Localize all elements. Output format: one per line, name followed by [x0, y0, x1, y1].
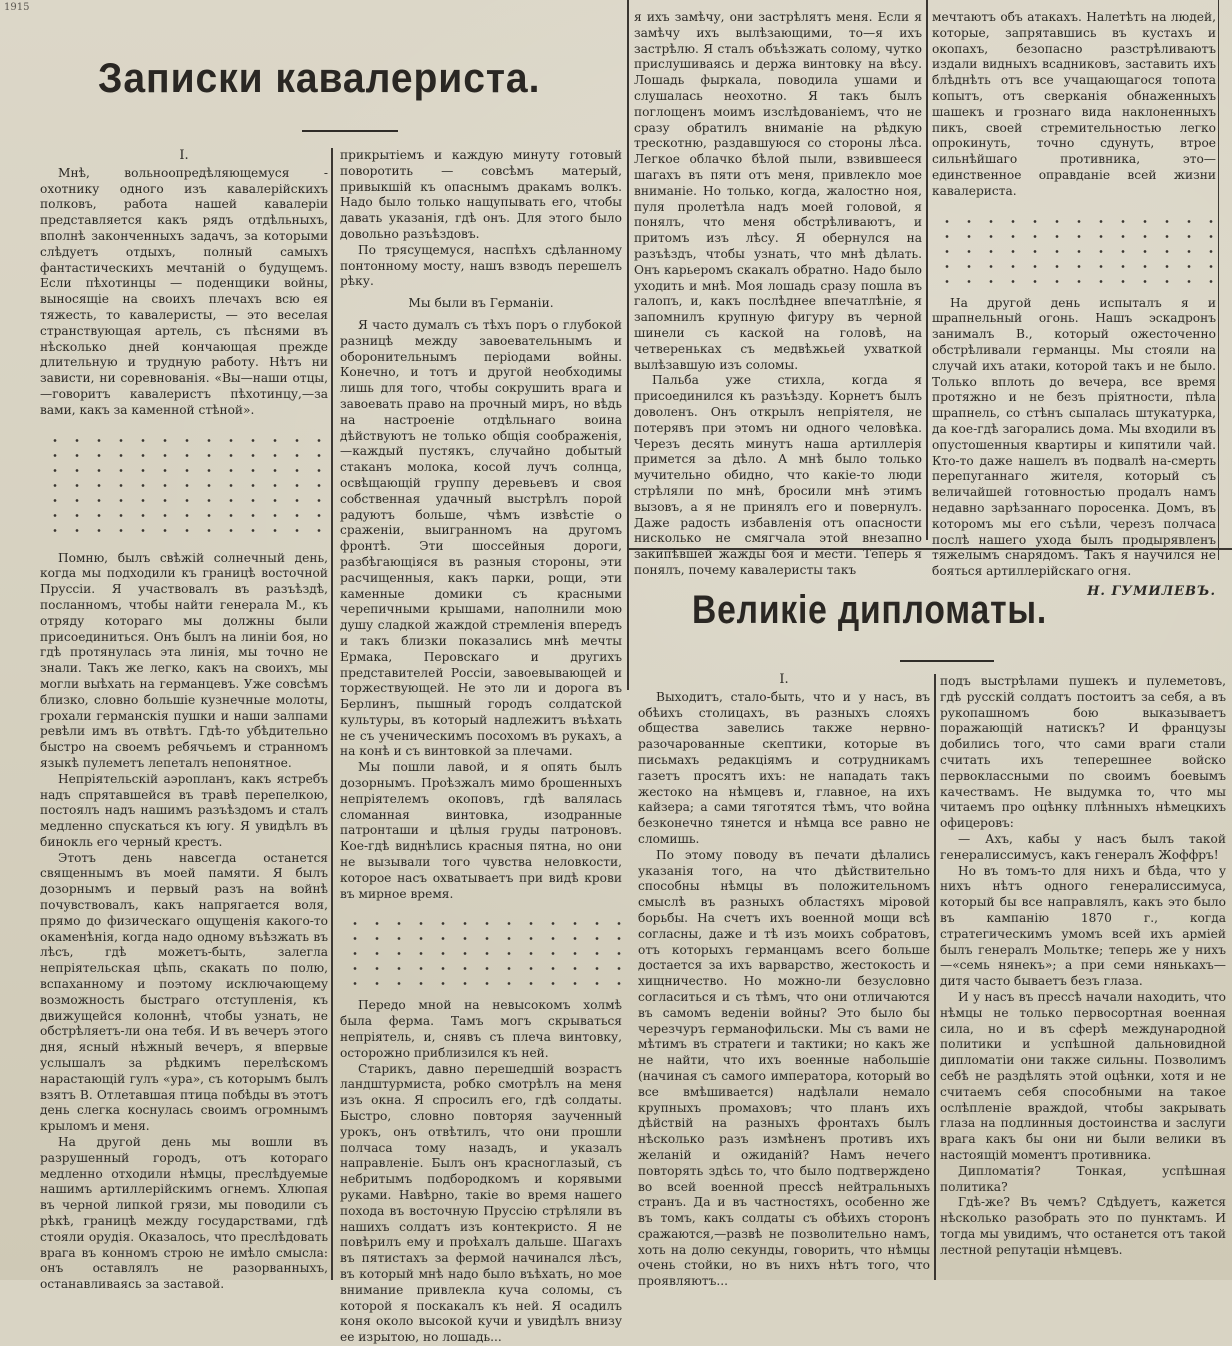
paragraph: Мнѣ, вольноопредѣляющемуся - охотнику одного изъ кавалерійскихъ полковъ, работа нашей кавалеріи представляется какъ рядъ отдѣльныхъ, вполнѣ законченныхъ задачъ, за которыми слѣдуетъ отдыхъ, полный самыхъ фантастическихъ мечтаній о будущемъ. Если пѣхотинцы — поденщики войны, выносящіе на своихъ плечахъ всю ея тяжесть, то кавалеристы, — это веселая странствующая артель, съ пѣснями въ нѣсколько дней кончающая прежде длительную и трудную работу. Нѣтъ ни зависти, ни соревнованія. «Вы—наши отцы,—говоритъ кавалеристъ пѣхотинцу,—за вами, какъ за каменной стѣной».	[40, 165, 328, 417]
paragraph: мечтаютъ объ атакахъ. Налетѣть на людей, которые, запрятавшись въ кустахъ и окопахъ, безопасно разстрѣливаютъ издали видныхъ всадниковъ, заставить ихъ блѣднѣть отъ все учащающагося топота копытъ, отъ сверканія обнаженныхъ шашекъ и грознаго вида наклоненныхъ пикъ, своей стремительностью легко опрокинуть, точно сдунуть, втрое сильнѣйшаго противника, это—единственное оправданіе всей жизни кавалериста.	[932, 10, 1216, 198]
paragraph: На другой день испыталъ я и шрапнельный огонь. Нашъ эскадронъ занималъ В., который ожесточенно обстрѣливали германцы. Мы стояли на случай ихъ атаки, которой такъ и не было. Только вплоть до вечера, все время протяжно и не безъ пріятности, пѣла шрапнель, со стѣнъ сыпалась штукатурка, да кое-гдѣ загорались дома. Мы входили въ опустошенныя квартиры и кипятили чай. Кто-то даже нашелъ въ подвалѣ на-смерть перепуганнаго жителя, который съ величайшей готовностью продалъ намъ недавно зарѣзаннаго поросенка. Домъ, въ которомъ мы его съѣли, черезъ полчаса послѣ нашего ухода былъ продырявленъ тяжелымъ снарядомъ. Такъ я научился не бояться артиллерійскаго огня.	[932, 295, 1216, 579]
author-signature: Н. ГУМИЛЕВЪ.	[1087, 583, 1216, 599]
column-rule-2	[627, 0, 629, 690]
paragraph: Дипломатія? Тонкая, успѣшная политика?	[940, 1163, 1226, 1194]
chapter-number: I.	[779, 672, 789, 687]
article1-column-2	[340, 148, 622, 1346]
paragraph: Мы пошли лавой, и я опять былъ дозорнымъ. Проѣзжалъ мимо брошенныхъ непріятелемъ окоповъ, гдѣ валялась сломанная винтовка, изодранные патронташи и цѣлыя груды патроновъ. Кое-гдѣ виднѣлись красныя пятна, но они не вызывали того чувства неловкости, которое насъ охватываетъ при видѣ крови въ мирное время.	[340, 760, 622, 901]
column-rule-1	[331, 148, 333, 1280]
article2-column-1	[638, 670, 930, 1290]
paragraph: Гдѣ-же? Въ чемъ? Сдѣдуетъ, кажется нѣсколько разобрать это по пунктамъ. И тогда мы увидимъ, что останется отъ такой лестной репутаціи нѣмцевъ.	[940, 1195, 1226, 1257]
article1-column-1	[40, 146, 328, 1293]
paragraph: я ихъ замѣчу, они застрѣлятъ меня. Если я замѣчу ихъ вылѣзающими, то—я ихъ застрѣлю. Я сталъ объѣзжать солому, чутко прислушиваясь и держа винтовку на вѣсу. Лошадь фыркала, поводила ушами и слушалась неохотно. Я такъ былъ поглощенъ моимъ изслѣдованіемъ, что не сразу обратилъ вниманіе на рѣдкую трескотню, раздавшуюся со стороны лѣса. Легкое облачко бѣлой пыли, взвившееся шагахъ въ пяти отъ меня, привлекло мое вниманіе. Но только, когда, жалостно ноя, пуля пролетѣла надъ моей головой, я понялъ, что меня обстрѣливаютъ, и притомъ изъ лѣсу. Я обернулся на разъѣздъ, чтобы узнать, что мнѣ дѣлать. Онъ карьеромъ скакалъ обратно. Надо было уходить и мнѣ. Моя лошадь сразу пошла въ галопъ, и, какъ послѣднее впечатлѣніе, я запомнилъ крупную фигуру въ черной шинели съ каской на головѣ, на четвереньках съ медвѣжьей ухваткой вылѣзавшую изъ соломы.	[634, 10, 922, 372]
paragraph: Старикъ, давно перешедшій возрастъ ландштурмиста, робко смотрѣлъ на меня изъ окна. Я спросилъ его, гдѣ солдаты. Быстро, словно повторяя заученный урокъ, онъ отвѣтилъ, что они прошли полчаса тому назадъ, и указалъ направленіе. Былъ онъ красноглазый, съ небритымъ подбородкомъ и корявыми руками. Навѣрно, такіе во время нашего похода въ восточную Пруссію стрѣляли въ нашихъ солдатъ изъ контекристо. Я не повѣрилъ ему и проѣхалъ дальше. Шагахъ въ пятистахъ за фермой начинался лѣсъ, въ который мнѣ надо было въѣхать, но мое внимание привлекла куча соломы, съ которой я поскакалъ къ ней. Я осадилъ коня около высокой кучи и увидѣлъ внизу ее изрытою, но лошадь...	[340, 1061, 622, 1345]
column-rule-4	[934, 674, 936, 1280]
paragraph: прикрытіемъ и каждую минуту готовый поворотить — совсѣмъ матерый, привыкшій къ опаснымъ дракамъ волкъ. Надо было только нащупывать его, чтобы давать указанія, гдѣ онъ. Для этого было довольно разъѣздовъ.	[340, 148, 622, 241]
paragraph: — Ахъ, кабы у насъ былъ такой генералиссимусъ, какъ генералъ Жоффръ!	[940, 831, 1226, 862]
paragraph: Этотъ день навсегда останется священнымъ въ моей памяти. Я былъ дозорнымъ и первый разъ на войнѣ почувствовалъ, какъ напрягается воля, прямо до физическаго ощущенія какого-то окаменѣнія, когда надо одному въѣзжать въ лѣсъ, гдѣ можетъ-быть, залегла непріятельская цѣпь, скакать по полю, вспаханному и поэтому исключающему возможность быстраго отступленія, къ движущейся колоннѣ, чтобы узнать, не обстрѣляетъ-ли она тебя. И въ вечеръ этого дня, ясный нѣжный вечеръ, я впервые услышалъ за рѣдкимъ перелѣскомъ нарастающій гулъ «ура», съ которымъ былъ взятъ В. Отлетавшая птица побѣды въ этотъ день слегка коснулась своимъ огромнымъ крыломъ и меня.	[40, 850, 328, 1134]
article-title-cavalryman: Записки кавалериста.	[98, 54, 541, 101]
column-rule-3	[926, 0, 928, 540]
paragraph: Выходитъ, стало-быть, что и у насъ, въ обѣихъ столицахъ, въ разныхъ слояхъ общества завелись также нервно-разочарованные скептики, которые въ письмахъ редакціямъ и сотрудникамъ газетъ просятъ ихъ: не нападать такъ жестоко на нѣмцевъ и, главное, на ихъ кайзера; а сами тяготятся тѣмъ, что война безконечно тянется и нѣмца все равно не сломишь.	[638, 689, 930, 846]
paragraph: Пальба уже стихла, когда я присоединился къ разъѣзду. Корнетъ былъ доволенъ. Онъ открылъ непріятеля, не потерявъ при этомъ ни одного человѣка. Черезъ десять минутъ наша артиллерія примется за дѣло. А мнѣ было только мучительно обидно, что какіе-то люди стрѣляли по мнѣ, бросили мнѣ этимъ вызовъ, а я не принялъ его и повернулъ. Даже радость избавленія отъ опасности нисколько не смягчала этой внезапно закипѣвшей жажды боя и мести. Теперь я понялъ, почему кавалеристы такъ	[634, 373, 922, 577]
article1-column-3	[634, 10, 922, 579]
paragraph: Я часто думалъ съ тѣхъ поръ о глубокой разницѣ между завоевательнымъ и оборонительнымъ періодами войны. Конечно, и тотъ и другой необходимы лишь для того, чтобы сокрушить врага и завоевать право на прочный миръ, но вѣдь на настроеніе отдѣльнаго воина дѣйствуютъ не только общія соображенія,—каждый пустякъ, случайно добытый стаканъ молока, косой лучъ солнца, освѣщающій группу деревьевъ и своя собственная удачный выстрѣлъ порой радуютъ больше, чѣмъ извѣстіе о сраженіи, выигранномъ на другомъ фронтѣ. Эти шоссейныя дороги, разбѣгающіяся въ разныя стороны, эти расчищенныя, какъ парки, рощи, эти каменные домики съ красными черепичными крышами, наполнили мою душу сладкой жаждой стремленія впередъ и такъ близки показались мнѣ мечты Ермака, Перовскаго и другихъ представителей Россіи, завоевывающей и торжествующей. Не это ли и дорога въ Берлинъ, пышный городъ солдатской культуры, въ который надлежитъ въѣхать не съ ученическимъ посохомъ въ рукахъ, а на конѣ и съ винтовкой за плечами.	[340, 317, 622, 759]
title-underline	[302, 130, 398, 132]
ellipsis-dots-separator	[340, 912, 622, 988]
article1-column-4	[932, 10, 1216, 600]
paragraph: подъ выстрѣлами пушекъ и пулеметовъ, гдѣ русскій солдатъ постоитъ за себя, а въ рукопашномъ бою выказываетъ поражающій натискъ? И французы добились того, что сами враги стали считать ихъ теперешнее войско первоклассными по своимъ боевымъ качествамъ. Не выдумка то, что мы читаемъ про оцѣнку плѣнныхъ нѣмецкихъ офицеровъ:	[940, 674, 1226, 831]
right-edge-rule	[1218, 0, 1219, 560]
chapter-number: I.	[179, 148, 189, 163]
paragraph: Помню, былъ свѣжій солнечный день, когда мы подходили къ границѣ восточной Пруссіи. Я участвовалъ въ разъѣздѣ, посланномъ, чтобы найти генерала М., къ отряду котораго мы должны были присоединиться. Онъ былъ на линіи боя, но гдѣ протянулась эта линія, мы точно не знали. Такъ же легко, какъ на своихъ, мы могли выѣхать на германцевъ. Уже совсѣмъ близко, словно большіе кузнечные молоты, грохали германскія пушки и наши залпами ревѣли имъ въ отвѣтъ. Гдѣ-то убѣдительно быстро на своемъ ребячьемъ и странномъ языкѣ пулеметъ лепеталъ непонятное.	[40, 550, 328, 770]
paragraph: По трясущемуся, наспѣхъ сдѣланному понтонному мосту, нашъ взводъ перешелъ рѣку.	[340, 242, 622, 289]
paragraph: По этому поводу въ печати дѣлались указанія того, на что дѣйствительно способны нѣмцы въ положительномъ смыслѣ въ разныхъ областяхъ міровой борьбы. На счетъ ихъ военной мощи всѣ согласны, даже и тѣ изъ моихъ собратовъ, отъ которыхъ германцамъ всего больше достается за ихъ варварство, жестокость и хищничество. Но можно-ли безусловно согласиться и съ тѣмъ, что они отличаются въ самомъ веденіи войны? Это было бы черезчуръ германофильски. Мы съ вами не мѣтимъ въ стратеги и тактики; но какъ же не найти, что ихъ военные набольшіе (начиная съ самого императора, который во все вмѣшивается) надѣлали немало крупныхъ промаховъ; что планъ ихъ дѣйствій на разныхъ фронтахъ былъ нѣсколько разъ измѣненъ противъ ихъ желаній и ожиданій? Намъ нечего повторять здѣсь то, что было подтверждено во всей военной прессѣ нейтральныхъ странъ. Да и въ частностяхъ, особенно же въ томъ, какъ солдаты съ обѣихъ сторонъ сражаются,—развѣ не позволительно намъ, хоть на долю секунды, говорить, что нѣмцы очень стойки, но въ нихъ нѣтъ того, что проявляютъ...	[638, 847, 930, 1289]
paragraph: Но въ томъ-то для нихъ и бѣда, что у нихъ нѣтъ одного генералиссимуса, который бы все направлялъ, какъ это было въ кампанію 1870 г., когда стратегическимъ умомъ всей ихъ арміей былъ генералъ Мольтке; теперь же у нихъ—«семь нянекъ»; а при семи нянькахъ—дитя часто бываетъ безъ глаза.	[940, 863, 1226, 989]
ellipsis-dots-separator	[932, 210, 1216, 286]
paragraph: Непріятельскій аэропланъ, какъ ястребъ надъ спрятавшейся въ травѣ перепелкою, постоялъ надъ нашимъ разъѣздомъ и сталъ медленно спускаться къ югу. Я увидѣлъ въ бинокль его черный крестъ.	[40, 771, 328, 849]
page-edge-fragment: 1915	[4, 2, 30, 13]
title-underline	[900, 660, 994, 662]
paragraph: Передо мной на невысокомъ холмѣ была ферма. Тамъ могъ скрываться непріятель, и, снявъ съ плеча винтовку, осторожно приблизился къ ней.	[340, 998, 622, 1060]
paragraph: И у насъ въ прессѣ начали находить, что нѣмцы не только первосортная военная сила, но и въ сферѣ международной политики и успѣшной дальновидной дипломатіи они также сильны. Позволимъ себѣ не раздѣлять этой оцѣнки, хотя и не считаемъ себя способными на такое ослѣпленіе враждой, чтобы закрывать глаза на подлинныя достоинства и заслуги врага какъ бы они ни были велики въ настоящій моментъ противника.	[940, 989, 1226, 1162]
article-title-great-diplomats: Великіе дипломаты.	[692, 588, 1048, 632]
ellipsis-dots-separator	[40, 429, 328, 541]
paragraph: На другой день мы вошли въ разрушенный городъ, отъ котораго медленно отходили нѣмцы, преслѣдуемые нашимъ артиллерійскимъ огнемъ. Хлюпая въ черной липкой грязи, мы поводили съ рѣкѣ, границѣ между государствами, гдѣ стояли орудія. Оказалось, что преслѣдовать врага въ конномъ строю не имѣло смысла: онъ оставлялъ не разорванныхъ, останавливаясь за заставой.	[40, 1135, 328, 1292]
article2-column-2	[940, 674, 1226, 1258]
section-subheading: Мы были въ Германіи.	[408, 296, 554, 311]
